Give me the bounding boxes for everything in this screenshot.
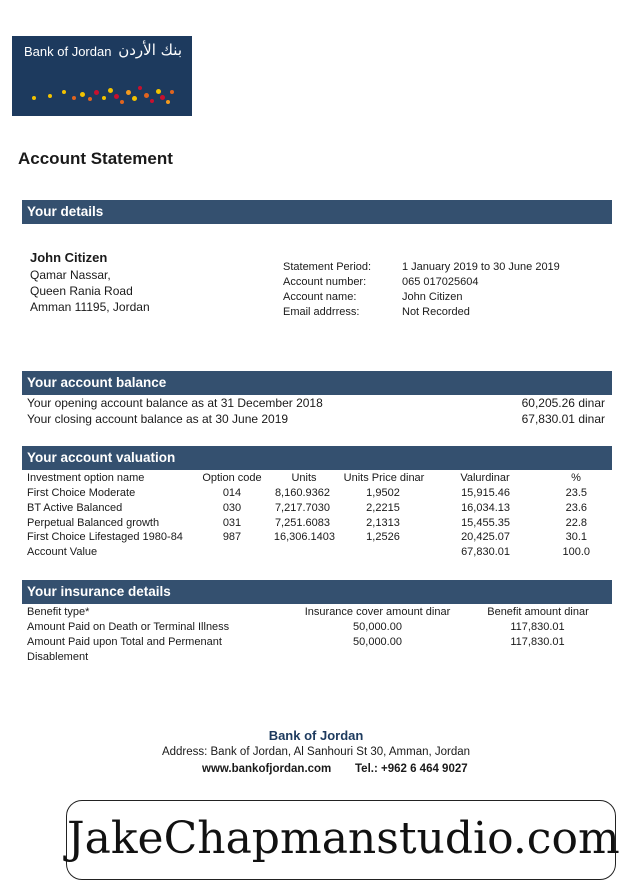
cell-price: 2,1313 xyxy=(366,517,400,529)
balance-value: 60,205.26 dinar xyxy=(521,396,605,410)
cell-units: 16,306.1403 xyxy=(273,531,335,543)
cell-option: First Choice Moderate xyxy=(27,487,136,499)
field-value: Not Recorded xyxy=(402,306,470,318)
address-line: Qamar Nassar, xyxy=(30,268,111,282)
footer-website: www.bankofjordan.com xyxy=(202,763,332,775)
cell-percent: 23.6 xyxy=(565,502,587,514)
field-value: John Citizen xyxy=(402,291,463,303)
logo-dot xyxy=(170,90,174,94)
cell-percent: 22.8 xyxy=(565,517,587,529)
details-heading: Your details xyxy=(22,200,612,224)
footer-address: Address: Bank of Jordan, Al Sanhouri St 30, Amman, Jordan xyxy=(161,746,471,758)
bank-logo xyxy=(12,36,192,116)
balance-label: Your closing account balance as at 30 June 2019 xyxy=(27,412,289,426)
cell-price: 1,9502 xyxy=(366,487,400,499)
address-line: Queen Rania Road xyxy=(30,284,133,298)
logo-dot xyxy=(144,93,149,98)
cell-price: 1,2526 xyxy=(366,531,400,543)
benefit-amount: 117,830.01 xyxy=(510,636,565,648)
cell-units: 8,160.9362 xyxy=(274,487,330,499)
logo-dot xyxy=(48,94,52,98)
field-label: Account name: xyxy=(283,291,357,303)
column-header: % xyxy=(571,472,581,484)
logo-name-en: Bank of Jordan xyxy=(24,44,112,59)
customer-name: John Citizen xyxy=(30,250,108,265)
cell-code: 031 xyxy=(222,517,242,529)
cell-value: 15,455.35 xyxy=(461,517,510,529)
logo-dot xyxy=(88,97,92,101)
logo-dot xyxy=(102,96,106,100)
column-header: Insurance cover amount dinar xyxy=(304,606,451,618)
balance-value: 67,830.01 dinar xyxy=(521,412,605,426)
benefit-type: Amount Paid on Death or Terminal Illness xyxy=(27,621,230,633)
logo-dot xyxy=(62,90,66,94)
watermark: JakeChapmanstudio.com xyxy=(66,800,616,880)
cover-amount: 50,000.00 xyxy=(353,636,402,648)
total-label: Account Value xyxy=(27,546,98,558)
cell-units: 7,251.6083 xyxy=(274,517,330,529)
logo-dot xyxy=(166,100,170,104)
footer-bank-name: Bank of Jordan xyxy=(268,728,364,743)
cell-option: BT Active Balanced xyxy=(27,502,123,514)
field-value: 1 January 2019 to 30 June 2019 xyxy=(402,261,560,273)
logo-dot xyxy=(138,86,142,90)
field-label: Statement Period: xyxy=(283,261,372,273)
footer-phone: Tel.: +962 6 464 9027 xyxy=(355,763,468,775)
cell-units: 7,217.7030 xyxy=(274,502,330,514)
column-header: Option code xyxy=(202,472,262,484)
total-percent: 100.0 xyxy=(562,546,590,558)
logo-dot xyxy=(72,96,76,100)
cell-code: 014 xyxy=(222,487,242,499)
benefit-type: Amount Paid upon Total and Permenant xyxy=(27,636,222,648)
cell-percent: 23.5 xyxy=(565,487,587,499)
cell-value: 15,915.46 xyxy=(461,487,510,499)
column-header: Benefit amount dinar xyxy=(487,606,589,618)
logo-dot xyxy=(120,100,124,104)
balance-label: Your opening account balance as at 31 December 2018 xyxy=(27,396,323,410)
benefit-amount: 117,830.01 xyxy=(510,621,565,633)
total-value: 67,830.01 xyxy=(461,546,510,558)
column-header: Valurdinar xyxy=(460,472,510,484)
cell-value: 20,425.07 xyxy=(461,531,510,543)
column-header: Investment option name xyxy=(27,472,145,484)
logo-dot xyxy=(80,92,85,97)
cell-value: 16,034.13 xyxy=(461,502,510,514)
cell-percent: 30.1 xyxy=(565,531,587,543)
insurance-heading: Your insurance details xyxy=(22,580,612,604)
balance-heading: Your account balance xyxy=(22,371,612,395)
logo-dot xyxy=(156,89,161,94)
cell-price: 2,2215 xyxy=(366,502,400,514)
column-header: Benefit type* xyxy=(27,606,90,618)
field-label: Account number: xyxy=(283,276,367,288)
address-line: Amman 11195, Jordan xyxy=(30,300,150,314)
column-header: Units Price dinar xyxy=(343,472,425,484)
logo-dot xyxy=(126,90,131,95)
benefit-type: Disablement xyxy=(27,651,89,663)
cell-option: First Choice Lifestaged 1980-84 xyxy=(27,531,183,543)
logo-name-ar: بنك الأردن xyxy=(118,41,182,59)
cell-code: 030 xyxy=(222,502,242,514)
logo-dot xyxy=(108,88,113,93)
page-title: Account Statement xyxy=(18,149,173,168)
cell-code: 987 xyxy=(222,531,242,543)
cell-option: Perpetual Balanced growth xyxy=(27,517,160,529)
logo-dot xyxy=(160,95,165,100)
field-value: 065 017025604 xyxy=(402,276,479,288)
column-header: Units xyxy=(291,472,317,484)
logo-dot xyxy=(132,96,137,101)
logo-dot xyxy=(94,90,99,95)
logo-dot xyxy=(150,99,154,103)
field-label: Email addrress: xyxy=(283,306,360,318)
logo-dot xyxy=(32,96,36,100)
valuation-heading: Your account valuation xyxy=(22,446,612,470)
logo-dot xyxy=(114,94,119,99)
cover-amount: 50,000.00 xyxy=(353,621,402,633)
